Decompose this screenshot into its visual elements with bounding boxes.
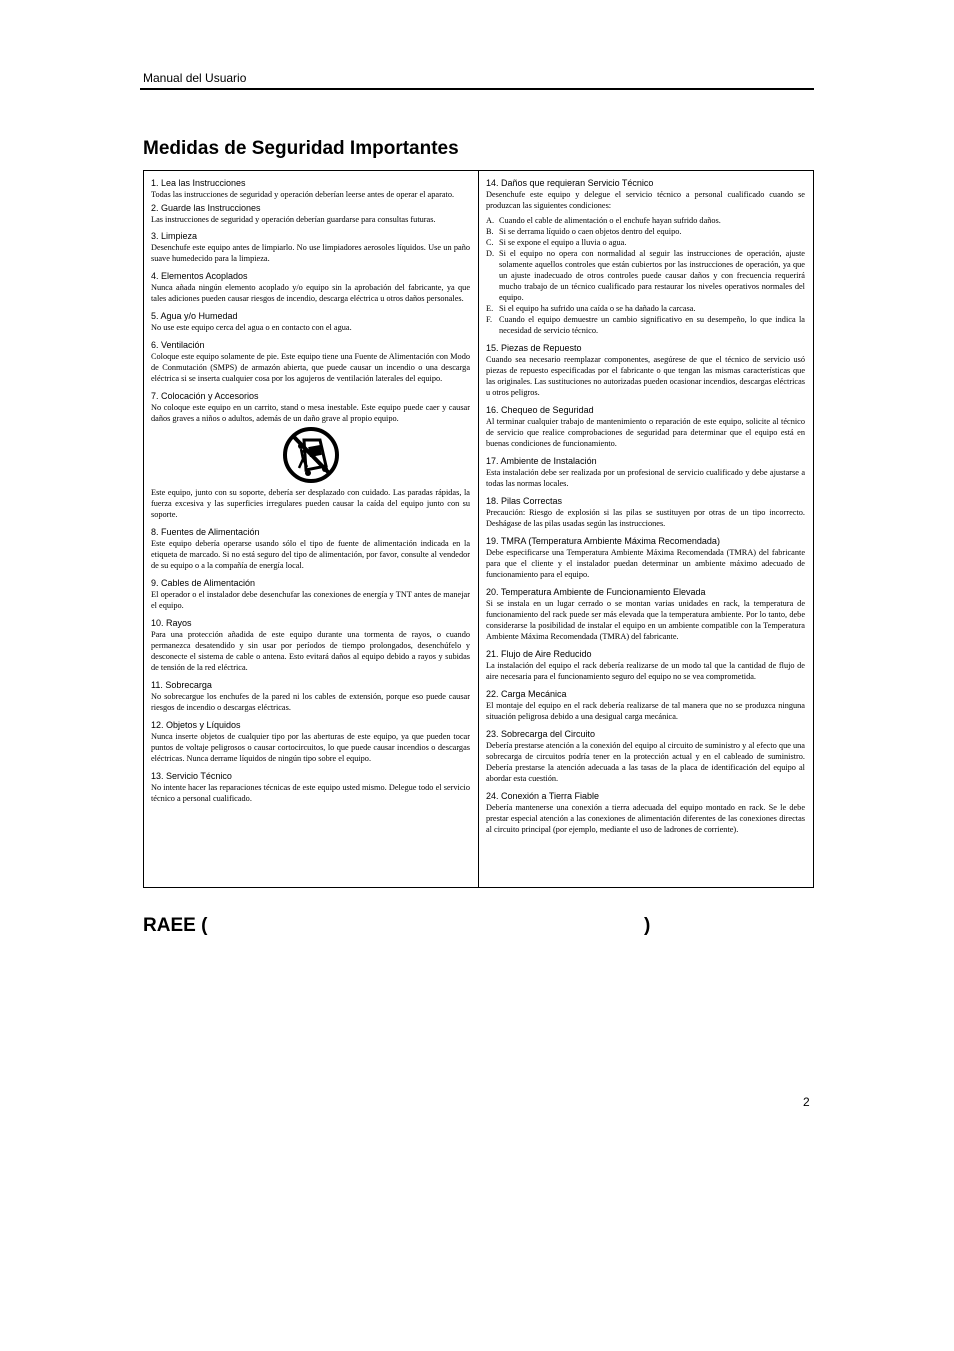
list-marker: C.: [486, 238, 494, 247]
list-marker: A.: [486, 216, 495, 225]
section-title: 4. Elementos Acoplados: [151, 271, 248, 281]
section-title: 20. Temperatura Ambiente de Funcionamiento Elevada: [486, 587, 706, 597]
section-text: El operador o el instalador debe desenchufar las conexiones de energía y TNT antes de manejar el equipo.: [151, 590, 470, 610]
section-title: 23. Sobrecarga del Circuito: [486, 729, 596, 739]
list-item: [486, 215, 805, 226]
section-title: 1. Lea las Instrucciones: [151, 178, 246, 188]
section-title: 11. Sobrecarga: [151, 680, 212, 690]
left-column: [151, 178, 470, 804]
section-text: No intente hacer las reparaciones técnicas de este equipo usted mismo. Delegue todo el servicio técnico a personal cualificado.: [151, 783, 470, 803]
section-1: [151, 178, 470, 200]
section-text: Al terminar cualquier trabajo de mantenimiento o reparación de este equipo, solicite al técnico de servicio que realice comprobaciones de seguridad para determinar que el equipo está en buenas condiciones de funcionamiento.: [486, 417, 805, 448]
section-text: No sobrecargue los enchufes de la pared ni los cables de extensión, porque eso puede causar riesgos de incendio o descargas eléctricas.: [151, 692, 470, 712]
list-marker: E.: [486, 304, 494, 313]
section-19: [486, 536, 805, 580]
section-text: No use este equipo cerca del agua o en contacto con el agua.: [151, 323, 352, 332]
list-marker: F.: [486, 315, 493, 324]
cart-warning-figure: [151, 426, 470, 484]
section-text: Desenchufe este equipo y delegue el servicio técnico a personal cualificado cuando se produzcan las siguientes condiciones:: [486, 190, 805, 210]
section-title: 10. Rayos: [151, 618, 192, 628]
section-text: Este equipo debería operarse usando sólo el tipo de fuente de alimentación indicada en la etiqueta de marcado. Si no está seguro del tipo de alimentación, por favor, consulte al vendedor de su equipo o a la compañía de energía local.: [151, 539, 470, 570]
running-header: Manual del Usuario: [143, 71, 247, 85]
list-text: Cuando el equipo demuestre un cambio significativo en su desempeño, lo que indica la necesidad de servicio técnico.: [499, 315, 805, 335]
list-text: Si el equipo no opera con normalidad al seguir las instrucciones de operación, ajuste solamente aquellos controles que están cubiertos por las instrucciones de operación, ya que un ajuste inadecuado de otros controles puede causar daños y con frecuencia requerirá mucho trabajo de un técnico cualificado para restaurar los niveles operativos normales del equipo.: [499, 249, 805, 302]
list-item: [486, 237, 805, 248]
section-title: 6. Ventilación: [151, 340, 205, 350]
section-text: Si se instala en un lugar cerrado o se montan varias unidades en rack, la temperatura de funcionamiento del rack puede ser más elevada que la temperatura ambiente. Por lo tanto, debe considerarse la posibilidad de instalar el equipo en un ambiente compatible con la Temperatura Ambiente Máxima Recomendada (TMRA) del fabricante.: [486, 599, 805, 641]
section-10: [151, 618, 470, 673]
section-title: 8. Fuentes de Alimentación: [151, 527, 260, 537]
safety-instructions-box: [143, 170, 814, 888]
section-24: [486, 791, 805, 835]
section-8: [151, 527, 470, 571]
section-title: 16. Chequeo de Seguridad: [486, 405, 594, 415]
section-text: No coloque este equipo en un carrito, stand o mesa inestable. Este equipo puede caer y causar daños graves a niños o adultos, además de un daño grave al propio equipo.: [151, 403, 470, 423]
right-column: [486, 178, 805, 835]
raee-heading: RAEE (: [143, 915, 208, 936]
section-2: [151, 203, 470, 225]
list-marker: D.: [486, 249, 495, 258]
section-9: [151, 578, 470, 611]
cart-tip-over-warning-icon: [282, 426, 340, 484]
section-text: Nunca añada ningún elemento acoplado y/o equipo sin la aprobación del fabricante, ya que tales adiciones pueden causar riesgos de incendio, descarga eléctrica u otros daños personales.: [151, 283, 470, 303]
section-title: 18. Pilas Correctas: [486, 496, 563, 506]
section-text: Desenchufe este equipo antes de limpiarlo. No use limpiadores aerosoles líquidos. Use un paño suave humedecido para la limpieza.: [151, 243, 470, 263]
section-text: Cuando sea necesario reemplazar componentes, asegúrese de que el técnico de servicio usó piezas de repuesto especificadas por el fabricante o que tengan las mismas características que las originales. Las sustituciones no autorizadas pueden ocasionar incendios, descargas eléctricas u otros peligros.: [486, 355, 805, 397]
section-title: 22. Carga Mecánica: [486, 689, 567, 699]
section-title: 21. Flujo de Aire Reducido: [486, 649, 592, 659]
section-3: [151, 231, 470, 264]
section-title: 5. Agua y/o Humedad: [151, 311, 238, 321]
section-7: [151, 391, 470, 520]
section-title: 3. Limpieza: [151, 231, 198, 241]
section-title: 7. Colocación y Accesorios: [151, 391, 259, 401]
list-text: Cuando el cable de alimentación o el enchufe hayan sufrido daños.: [499, 216, 721, 225]
section-text: Esta instalación debe ser realizada por un profesional de servicio cualificado y debe ajustarse a todas las normas locales.: [486, 468, 805, 488]
section-4: [151, 271, 470, 304]
list-marker: B.: [486, 227, 494, 236]
section-22: [486, 689, 805, 722]
list-text: Si se derrama líquido o caen objetos dentro del equipo.: [499, 227, 682, 236]
list-text: Si se expone el equipo a lluvia o agua.: [499, 238, 627, 247]
section-text: Las instrucciones de seguridad y operación deberían guardarse para consultas futuras.: [151, 215, 436, 224]
list-item: [486, 248, 805, 303]
section-16: [486, 405, 805, 449]
section-title: 2. Guarde las Instrucciones: [151, 203, 261, 213]
section-text: El montaje del equipo en el rack debería realizarse de tal manera que no se produzca ninguna situación peligrosa debido a una desigual carga mecánica.: [486, 701, 805, 721]
conditions-list: [486, 215, 805, 336]
section-text: La instalación del equipo el rack debería realizarse de un modo tal que la cantidad de flujo de aire necesaria para el funcionamiento seguro del equipo no se vea comprometida.: [486, 661, 805, 681]
raee-heading-close: ): [644, 915, 651, 936]
section-12: [151, 720, 470, 764]
section-title: 19. TMRA (Temperatura Ambiente Máxima Recomendada): [486, 536, 720, 546]
section-text: Precaución: Riesgo de explosión si las pilas se sustituyen por otras de un tipo incorrecto. Deshágase de las pilas usadas según las instrucciones.: [486, 508, 805, 528]
section-11: [151, 680, 470, 713]
list-text: Si el equipo ha sufrido una caída o se ha dañado la carcasa.: [499, 304, 696, 313]
section-14: [486, 178, 805, 336]
section-title: 12. Objetos y Líquidos: [151, 720, 241, 730]
section-6: [151, 340, 470, 384]
list-item: [486, 303, 805, 314]
page-title: Medidas de Seguridad Importantes: [143, 138, 459, 159]
section-18: [486, 496, 805, 529]
section-text: Nunca inserte objetos de cualquier tipo por las aberturas de este equipo, ya que pueden tocar puntos de voltaje peligrosos o causar cortocircuitos, lo que puede causar incendios o descargas eléctricas. Nunca derrame líquidos de ningún tipo sobre el equipo.: [151, 732, 470, 763]
section-17: [486, 456, 805, 489]
page-number: 2: [803, 1095, 810, 1109]
section-text: Este equipo, junto con su soporte, debería ser desplazado con cuidado. Las paradas rápidas, la fuerza excesiva y las superficies irregulares pueden causar la caída del equipo junto con su soporte.: [151, 488, 470, 519]
section-21: [486, 649, 805, 682]
section-title: 17. Ambiente de Instalación: [486, 456, 597, 466]
section-20: [486, 587, 805, 642]
section-text: Para una protección añadida de este equipo durante una tormenta de rayos, o cuando permanezca desatendido y sin usar por períodos de tiempo prolongados, desenchúfelo y desconecte el sistema de cable o antena. Esto evitará daños al equipo debido a rayos y subidas de tensión de la red eléctrica.: [151, 630, 470, 672]
section-15: [486, 343, 805, 398]
section-13: [151, 771, 470, 804]
section-text: Debe especificarse una Temperatura Ambiente Máxima Recomendada (TMRA) del fabricante para que el cliente y el instalador puedan determinar un ambiente máximo adecuado de funcionamiento para el equipo.: [486, 548, 805, 579]
section-title: 9. Cables de Alimentación: [151, 578, 256, 588]
section-title: 13. Servicio Técnico: [151, 771, 232, 781]
section-title: 24. Conexión a Tierra Fiable: [486, 791, 600, 801]
section-text: Coloque este equipo solamente de pie. Este equipo tiene una Fuente de Alimentación con Modo de Conmutación (SMPS) de armazón abierta, que puede causar un incendio o una descarga eléctrica si se inserta cualquier cosa por los agujeros de ventilación laterales del equipo.: [151, 352, 470, 383]
list-item: [486, 226, 805, 237]
list-item: [486, 314, 805, 336]
section-text: Debería prestarse atención a la conexión del equipo al circuito de suministro y al efecto que una sobrecarga de circuitos podría tener en la protección actual y en el cableado de suministro. Debería prestarse la atención adecuada a las tasas de la placa de identificación del equipo al abordar esta cuestión.: [486, 741, 805, 783]
section-5: [151, 311, 470, 333]
section-23: [486, 729, 805, 784]
header-rule: [140, 88, 814, 90]
section-title: 15. Piezas de Repuesto: [486, 343, 582, 353]
section-text: Debería mantenerse una conexión a tierra adecuada del equipo montado en rack. Se le debe prestar especial atención a las conexiones de alimentación diferentes de las conexiones directas al circuito principal (por ejemplo, mediante el uso de ladrones de corriente).: [486, 803, 805, 834]
column-divider: [478, 171, 479, 887]
section-title: 14. Daños que requieran Servicio Técnico: [486, 178, 654, 188]
section-text: Todas las instrucciones de seguridad y operación deberían leerse antes de operar el aparato.: [151, 190, 455, 199]
